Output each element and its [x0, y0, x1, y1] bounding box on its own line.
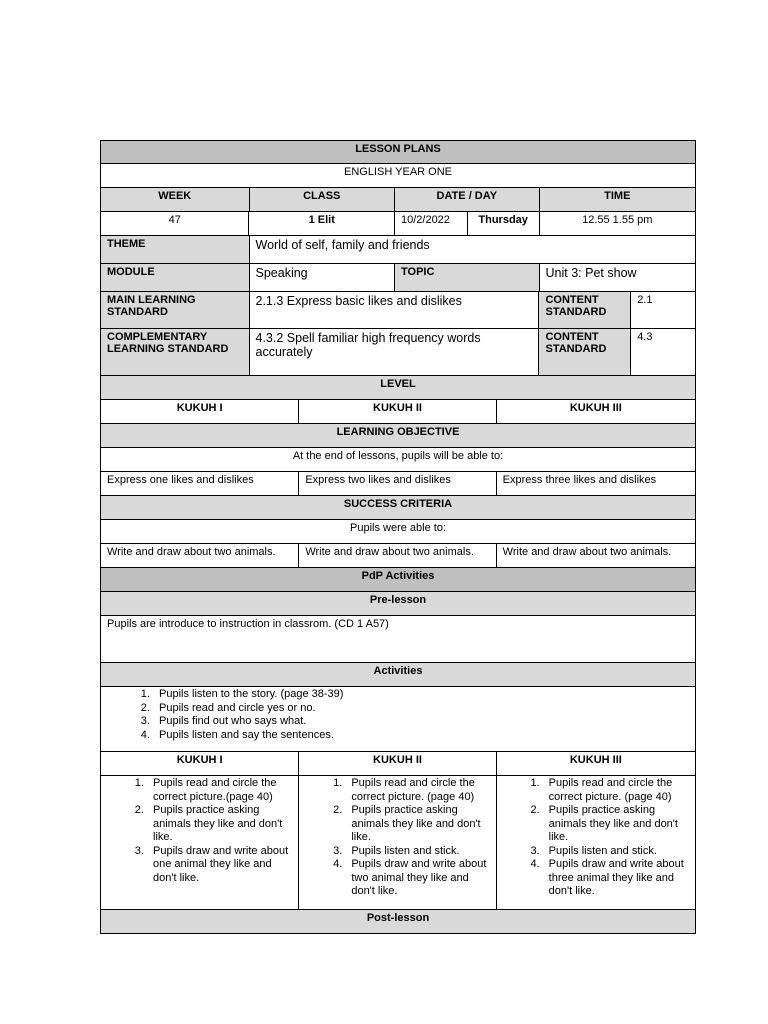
level-title-row [100, 376, 696, 400]
level-title: LEVEL [380, 378, 416, 390]
objective-intro: At the end of lessons, pupils will be able to: [292, 450, 504, 462]
activities-title-row [100, 663, 696, 687]
list-item: 1. Pupils read and circle the correct picture. (page 40) [543, 777, 691, 804]
kukuh-header-row [100, 752, 696, 776]
week-label: WEEK [101, 188, 250, 211]
level-kukuh-2: KUKUH II [299, 400, 496, 423]
topic-value: Unit 3: Pet show [545, 266, 637, 280]
objective-title: LEARNING OBJECTIVE [336, 426, 460, 438]
time-value: 12.55 1.55 pm [582, 214, 653, 226]
list-item: 1. Pupils listen to the story. (page 38-39) [153, 688, 689, 702]
criteria-intro: Pupils were able to: [350, 522, 446, 534]
day-value: Thursday [468, 212, 540, 235]
lesson-plans-title: LESSON PLANS [355, 143, 441, 155]
comp-standard-value: 4.3.2 Spell familiar high frequency words accurately [250, 329, 540, 375]
list-item: 3. Pupils listen and stick. [543, 845, 691, 859]
main-standard-value: 2.1.3 Express basic likes and dislikes [250, 292, 540, 328]
week-value: 47 [101, 212, 249, 235]
comp-content-standard-value: 4.3 [637, 331, 653, 343]
comp-content-standard-label: CONTENT STANDARD [539, 329, 631, 375]
pdp-title: PdP Activities [361, 570, 435, 582]
post-lesson-title: Post-lesson [366, 912, 430, 924]
criteria-intro-row [100, 520, 696, 544]
title-row [100, 140, 696, 164]
list-item: 4. Pupils listen and say the sentences. [153, 729, 689, 743]
main-content-standard-label: CONTENT STANDARD [539, 292, 631, 328]
date-value: 10/2/2022 [395, 212, 468, 235]
post-lesson-title-row [100, 910, 696, 934]
list-item: 3. Pupils draw and write about one animal they like and don't like. [147, 845, 294, 886]
module-value: Speaking [250, 264, 396, 291]
list-item: 4. Pupils draw and write about two animal they like and don't like. [345, 858, 491, 899]
main-standard-row [100, 292, 696, 329]
activities-row [100, 687, 696, 752]
pre-lesson-text: Pupils are introduce to instruction in classrom. (CD 1 A57) [107, 618, 389, 630]
comp-standard-row [100, 329, 696, 376]
main-standard-label: MAIN LEARNING STANDARD [101, 292, 250, 328]
info-values-row [100, 212, 696, 236]
kukuh-1-list [101, 777, 294, 885]
objective-intro-row [100, 448, 696, 472]
criteria-kukuh-2: Write and draw about two animals. [299, 544, 496, 567]
comp-standard-label: COMPLEMENTARY LEARNING STANDARD [101, 329, 250, 375]
criteria-kukuh-3: Write and draw about two animals. [502, 546, 672, 558]
objective-kukuh-2: Express two likes and dislikes [299, 472, 496, 495]
level-row [100, 400, 696, 424]
list-item: 3. Pupils listen and stick. [345, 845, 491, 859]
objective-kukuh-3: Express three likes and dislikes [502, 474, 657, 486]
objective-values-row [100, 472, 696, 496]
kukuh-1-activities [101, 776, 299, 909]
theme-row [100, 236, 696, 264]
criteria-kukuh-1: Write and draw about two animals. [101, 544, 299, 567]
activities-list-cell [101, 687, 695, 751]
date-label: DATE / DAY [395, 188, 540, 211]
subject-title: ENGLISH YEAR ONE [344, 166, 452, 178]
module-row [100, 264, 696, 292]
objective-title-row [100, 424, 696, 448]
criteria-values-row [100, 544, 696, 568]
pre-lesson-title: Pre-lesson [369, 594, 427, 606]
list-item: 4. Pupils draw and write about three animal they like and don't like. [543, 858, 691, 899]
module-label: MODULE [101, 264, 250, 291]
criteria-title-row [100, 496, 696, 520]
kukuh-2-activities [299, 776, 496, 909]
pre-lesson-title-row [100, 592, 696, 616]
class-label: CLASS [250, 188, 396, 211]
kukuh-3-activities [497, 776, 695, 909]
list-item: 3. Pupils find out who says what. [153, 715, 689, 729]
theme-value: World of self, family and friends [255, 238, 430, 252]
level-kukuh-3: KUKUH III [569, 402, 622, 414]
pdp-title-row [100, 568, 696, 592]
info-header-row [100, 188, 696, 212]
pdp-kukuh-3-title: KUKUH III [569, 754, 622, 766]
pdp-kukuh-2-title: KUKUH II [299, 752, 496, 775]
list-item: 1. Pupils read and circle the correct picture. (page 40) [345, 777, 491, 804]
list-item: 2. Pupils read and circle yes or no. [153, 702, 689, 716]
level-kukuh-1: KUKUH I [101, 400, 299, 423]
list-item: 2. Pupils practice asking animals they like and don't like. [543, 804, 691, 845]
kukuh-activities-row [100, 776, 696, 910]
time-label: TIME [604, 190, 631, 202]
pre-lesson-row [100, 616, 696, 663]
list-item: 1. Pupils read and circle the correct picture.(page 40) [147, 777, 294, 804]
criteria-title: SUCCESS CRITERIA [343, 498, 453, 510]
objective-kukuh-1: Express one likes and dislikes [101, 472, 299, 495]
activities-title: Activities [373, 665, 423, 677]
list-item: 2. Pupils practice asking animals they like and don't like. [345, 804, 491, 845]
main-content-standard-value: 2.1 [637, 294, 653, 306]
pdp-kukuh-1-title: KUKUH I [101, 752, 299, 775]
kukuh-3-list [497, 777, 691, 899]
activities-list [107, 688, 689, 742]
lesson-plan-table [100, 140, 696, 934]
subject-row [100, 164, 696, 188]
list-item: 2. Pupils practice asking animals they like and don't like. [147, 804, 294, 845]
kukuh-2-list [299, 777, 491, 899]
theme-label: THEME [101, 236, 250, 263]
class-value: 1 Elit [249, 212, 395, 235]
topic-label: TOPIC [395, 264, 540, 291]
